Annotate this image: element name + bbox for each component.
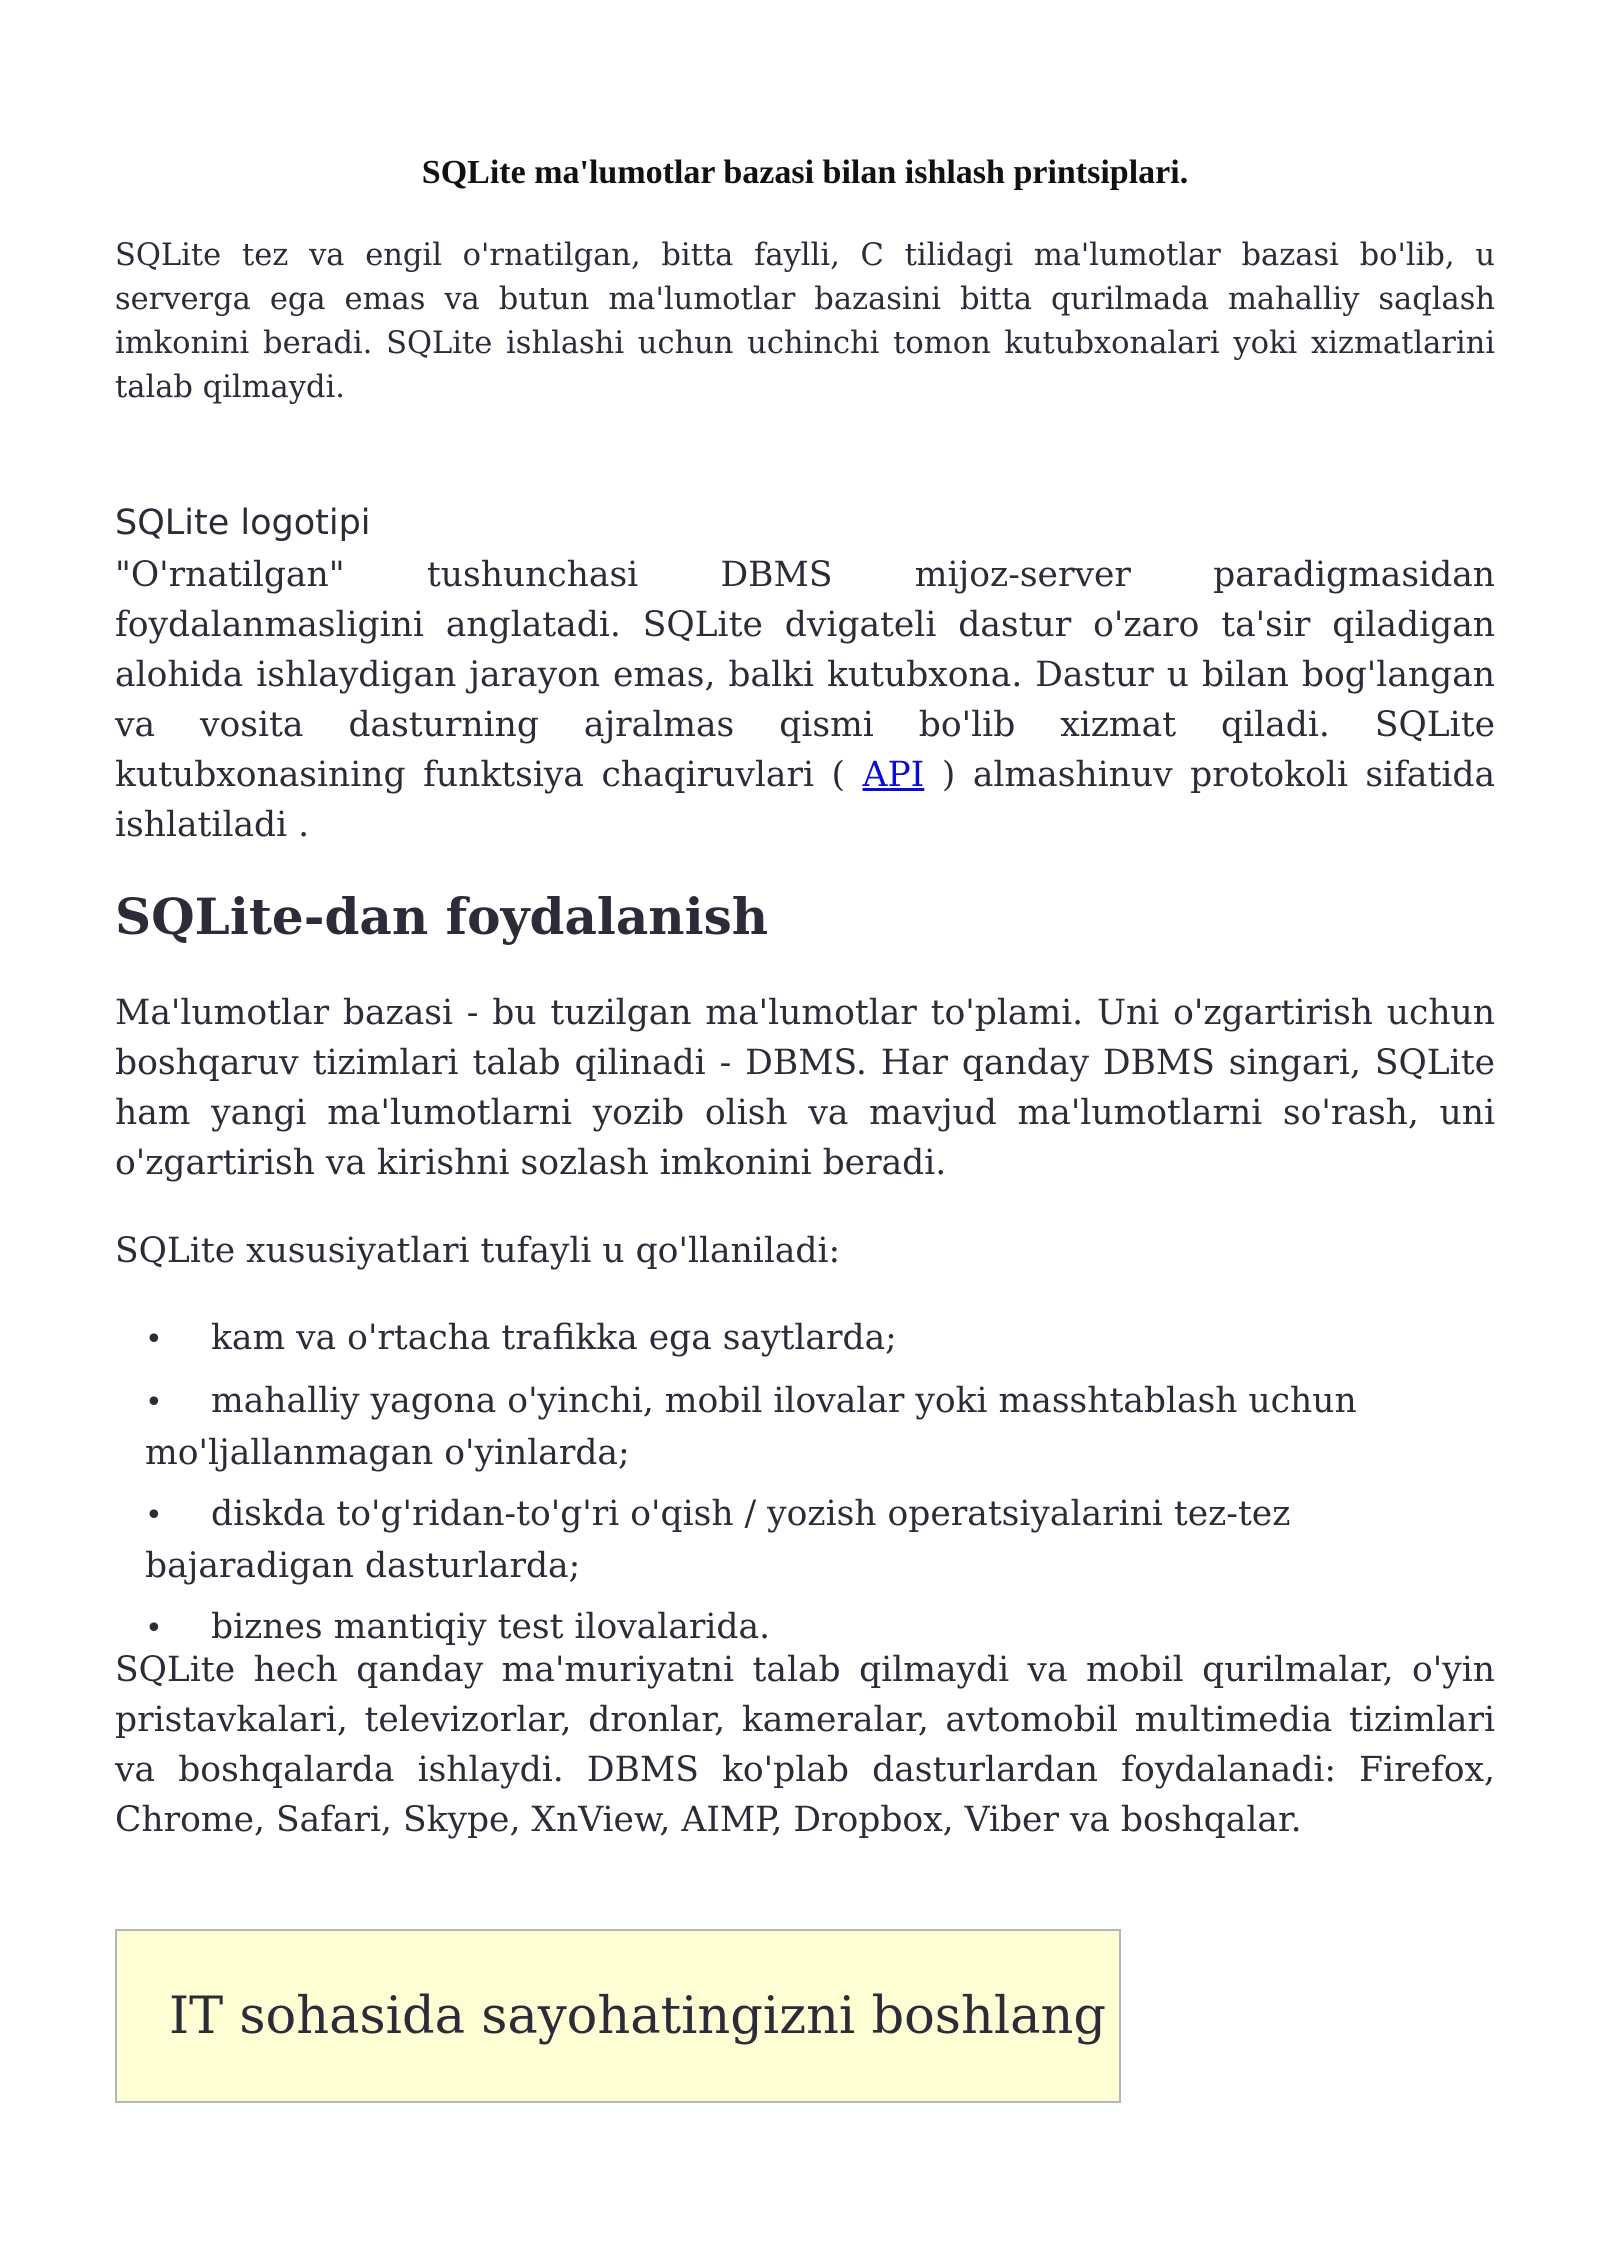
- features-list: [145, 1313, 1495, 1654]
- usage-paragraph: Ma'lumotlar bazasi - bu tuzilgan ma'lumotlar to'plami. Uni o'zgartirish uchun boshqaruv tizimlari talab qilinadi - DBMS. Har qanday DBMS singari, SQLite ham yangi ma'lumotlarni yozib olish va mavjud ma'lumotlarni so'rash, uni o'zgartirish va kirishni sozlash imkonini beradi.: [115, 993, 1495, 1183]
- cta-text: IT sohasida sayohatingizni boshlang: [169, 1987, 1107, 2046]
- logo-caption: SQLite logotipi: [115, 503, 371, 543]
- list-item: [145, 1489, 1495, 1591]
- list-item-text: kam va o'rtacha trafikka ega saytlarda;: [211, 1318, 897, 1358]
- bullet-icon: •: [145, 1498, 163, 1533]
- intro-paragraph: SQLite tez va engil o'rnatilgan, bitta faylli, C tilidagi ma'lumotlar bazasi bo'lib, u serverga ega emas va butun ma'lumotlar bazasini bitta qurilmada mahalliy saqlash imkonini beradi. SQLite ishlashi uchun uchinchi tomon kutubxonalari yoki xizmatlarini talab qilmaydi.: [115, 238, 1495, 405]
- bullet-icon: •: [145, 1385, 163, 1420]
- list-item-text: biznes mantiqiy test ilovalarida.: [211, 1607, 771, 1647]
- embedded-paragraph: [115, 550, 1495, 850]
- bullet-icon: •: [145, 1322, 163, 1357]
- section-heading: SQLite-dan foydalanish: [115, 887, 769, 946]
- document-title: SQLite ma'lumotlar bazasi bilan ishlash printsiplari.: [421, 154, 1189, 191]
- list-item: [145, 1376, 1495, 1478]
- list-item: [145, 1313, 1495, 1365]
- admin-paragraph: SQLite hech qanday ma'muriyatni talab qilmaydi va mobil qurilmalar, o'yin pristavkalari, televizorlar, dronlar, kameralar, avtomobil multimedia tizimlari va boshqalarda ishlaydi. DBMS ko'plab dasturlardan foydalanadi: Firefox, Chrome, Safari, Skype, XnView, AIMP, Dropbox, Viber va boshqalar.: [115, 1650, 1495, 1840]
- features-intro: SQLite xususiyatlari tufayli u qo'llaniladi:: [115, 1231, 841, 1271]
- embedded-text-after-link: ) almashinuv protokoli sifatida ishlatiladi .: [115, 755, 1496, 845]
- list-item-text: diskda to'g'ridan-to'g'ri o'qish / yozish operatsiyalarini tez-tez: [211, 1494, 1291, 1534]
- embedded-text-before-link: "O'rnatilgan" tushunchasi DBMS mijoz-server paradigmasidan foydalanmasligini anglatadi. SQLite dvigateli dastur o'zaro ta'sir qiladigan alohida ishlaydigan jarayon emas, balki kutubxona. Dastur u bilan bog'langan va vosita dasturning ajralmas qismi bo'lib xizmat qiladi. SQLite kutubxonasining funktsiya chaqiruvlari (: [115, 555, 1495, 795]
- list-item-text-continued: bajaradigan dasturlarda;: [145, 1546, 581, 1586]
- list-item-text: mahalliy yagona o'yinchi, mobil ilovalar yoki masshtablash uchun: [211, 1381, 1357, 1421]
- list-item-text-continued: mo'ljallanmagan o'yinlarda;: [145, 1433, 630, 1473]
- cta-banner[interactable]: [115, 1929, 1121, 2103]
- api-link[interactable]: API: [862, 755, 925, 795]
- bullet-icon: •: [145, 1611, 163, 1646]
